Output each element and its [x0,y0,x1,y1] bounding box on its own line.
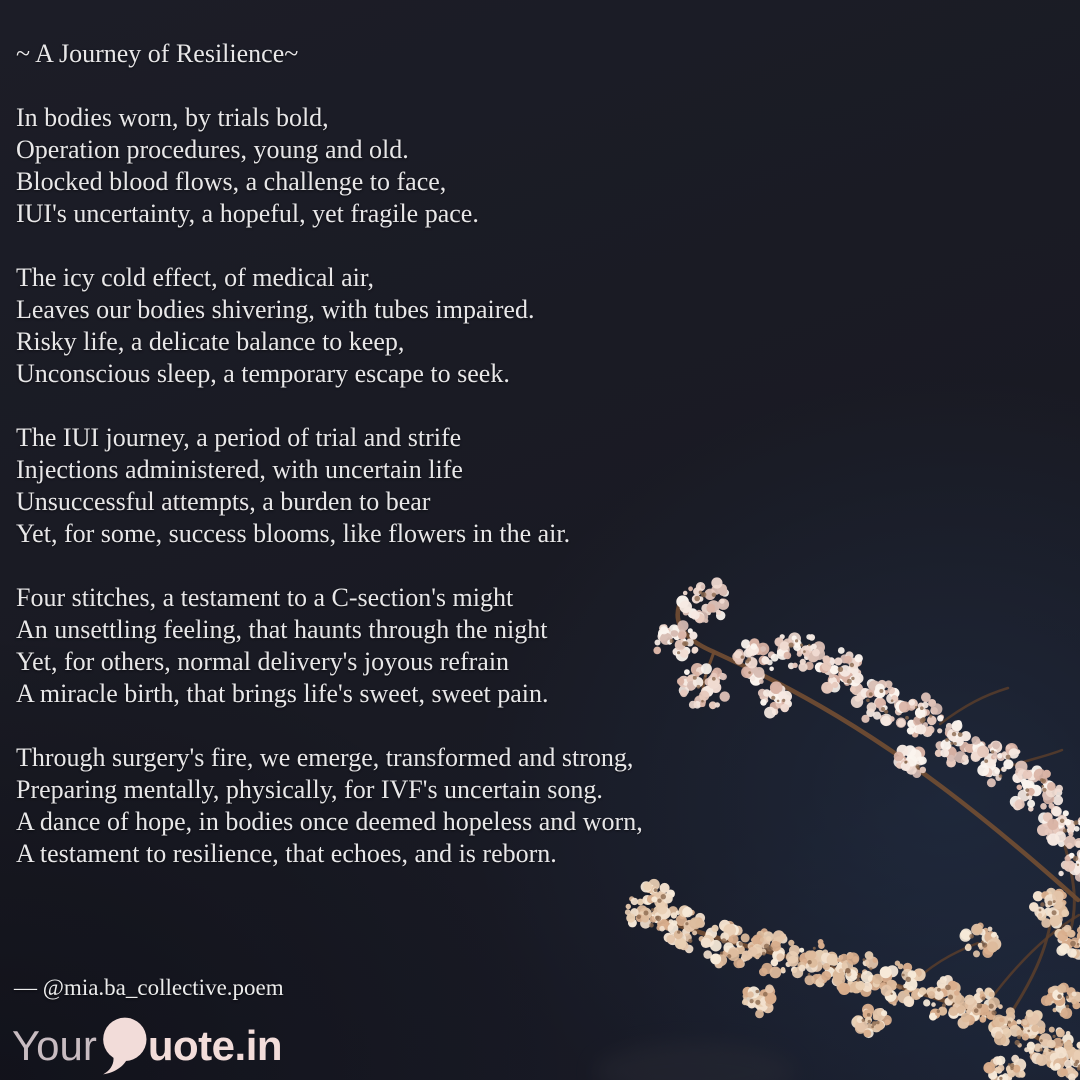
poem-line: Through surgery's fire, we emerge, transformed and strong, [16,743,634,772]
poem-line: The icy cold effect, of medical air, [16,263,374,292]
poem-line: IUI's uncertainty, a hopeful, yet fragile pace. [16,199,479,228]
poem-line: Operation procedures, young and old. [16,135,409,164]
poem-line: Risky life, a delicate balance to keep, [16,327,405,356]
logo-uotein-text: uote.in [147,1022,283,1069]
poem-title: ~ A Journey of Resilience~ [16,39,299,68]
poem-line: A testament to resilience, that echoes, and is reborn. [16,839,557,868]
poem-line: Blocked blood flows, a challenge to face, [16,167,447,196]
poem-line: A miracle birth, that brings life's sweet, sweet pain. [16,679,549,708]
poem-line: Unsuccessful attempts, a burden to bear [16,487,431,516]
poem-line: Preparing mentally, physically, for IVF's uncertain song. [16,775,603,804]
poem-line: Leaves our bodies shivering, with tubes impaired. [16,295,535,324]
poem-stanza [16,582,796,710]
poem-line: Four stitches, a testament to a C-section's might [16,583,514,612]
poem-line: Yet, for some, success blooms, like flowers in the air. [16,519,571,548]
yourquote-logo [12,1016,282,1076]
poem-line: An unsettling feeling, that haunts through the night [16,615,548,644]
poem-stanza [16,742,796,870]
poem-line: Injections administered, with uncertain life [16,455,463,484]
poem-stanza [16,422,796,550]
logo-your-text: Your [12,1022,97,1069]
poem-line: Unconscious sleep, a temporary escape to seek. [16,359,510,388]
author-handle: — @mia.ba_collective.poem [14,975,284,1000]
poem-stanza [16,102,796,230]
poem-line: A dance of hope, in bodies once deemed hopeless and worn, [16,807,643,836]
poem-line: In bodies worn, by trials bold, [16,103,329,132]
quote-bubble-icon [99,1016,149,1076]
poem-line: Yet, for others, normal delivery's joyous refrain [16,647,510,676]
poem [16,38,796,902]
poem-stanza [16,262,796,390]
poem-line: The IUI journey, a period of trial and strife [16,423,462,452]
